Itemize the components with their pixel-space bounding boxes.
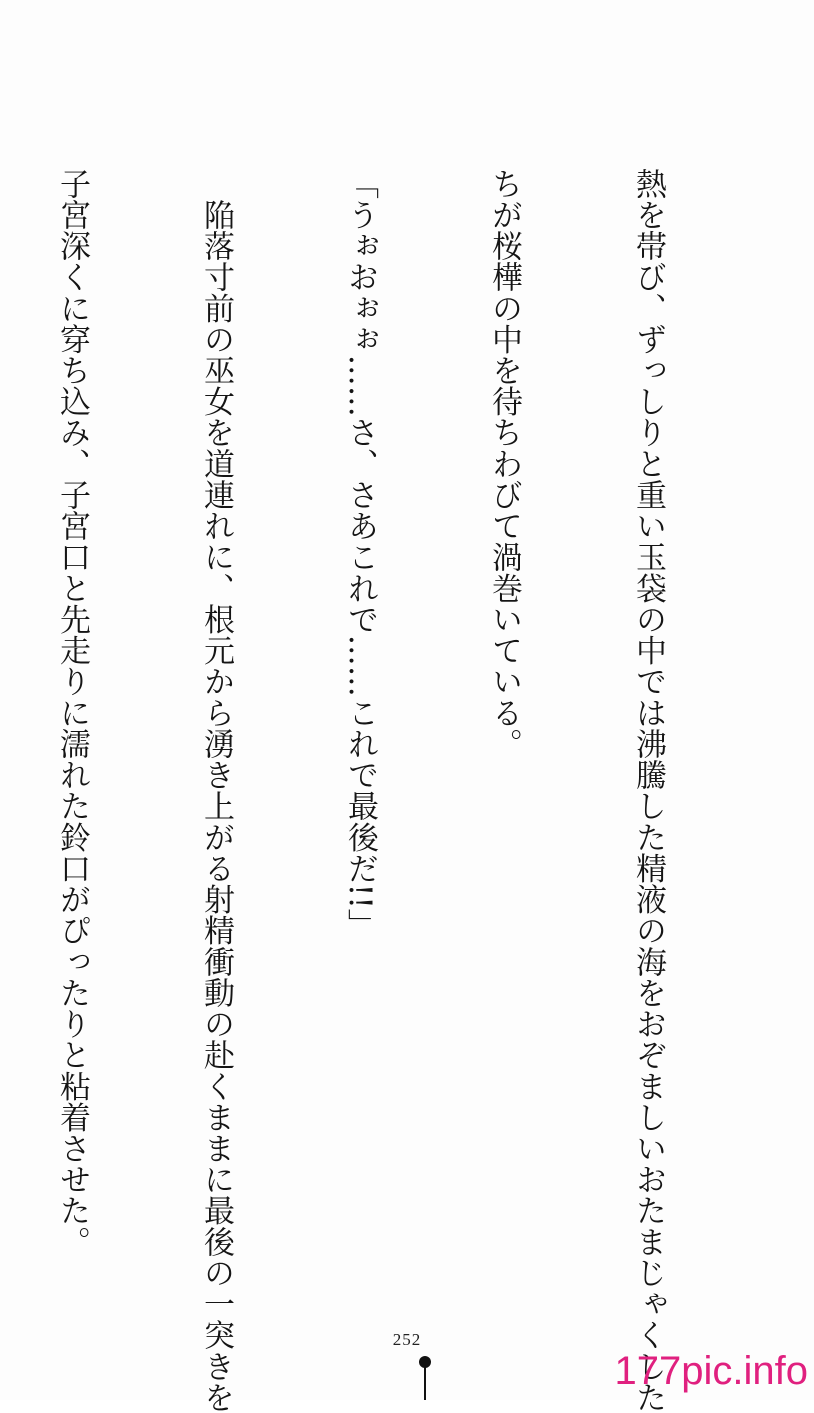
text-line: 「うぉおぉぉ……さ、さあこれで……これで最後だ!!」 xyxy=(342,168,378,941)
page-marker-line xyxy=(424,1366,426,1400)
page-number: 252 xyxy=(392,1330,422,1349)
text-line: 陥落寸前の巫女を道連れに、根元から湧き上がる射精衝動の赴くままに最後の一突きを xyxy=(198,168,234,1413)
watermark: 177pic.info xyxy=(614,1349,808,1393)
text-line: 子宮深くに穿ち込み、子宮口と先走りに濡れた鈴口がぴったりと粘着させた。 xyxy=(54,168,90,1258)
text-line: ちが桜樺の中を待ちわびて渦巻いている。 xyxy=(486,168,522,760)
text-line: 熱を帯び、ずっしりと重い玉袋の中では沸騰した精液の海をおぞましいおたまじゃくした xyxy=(630,168,666,1413)
